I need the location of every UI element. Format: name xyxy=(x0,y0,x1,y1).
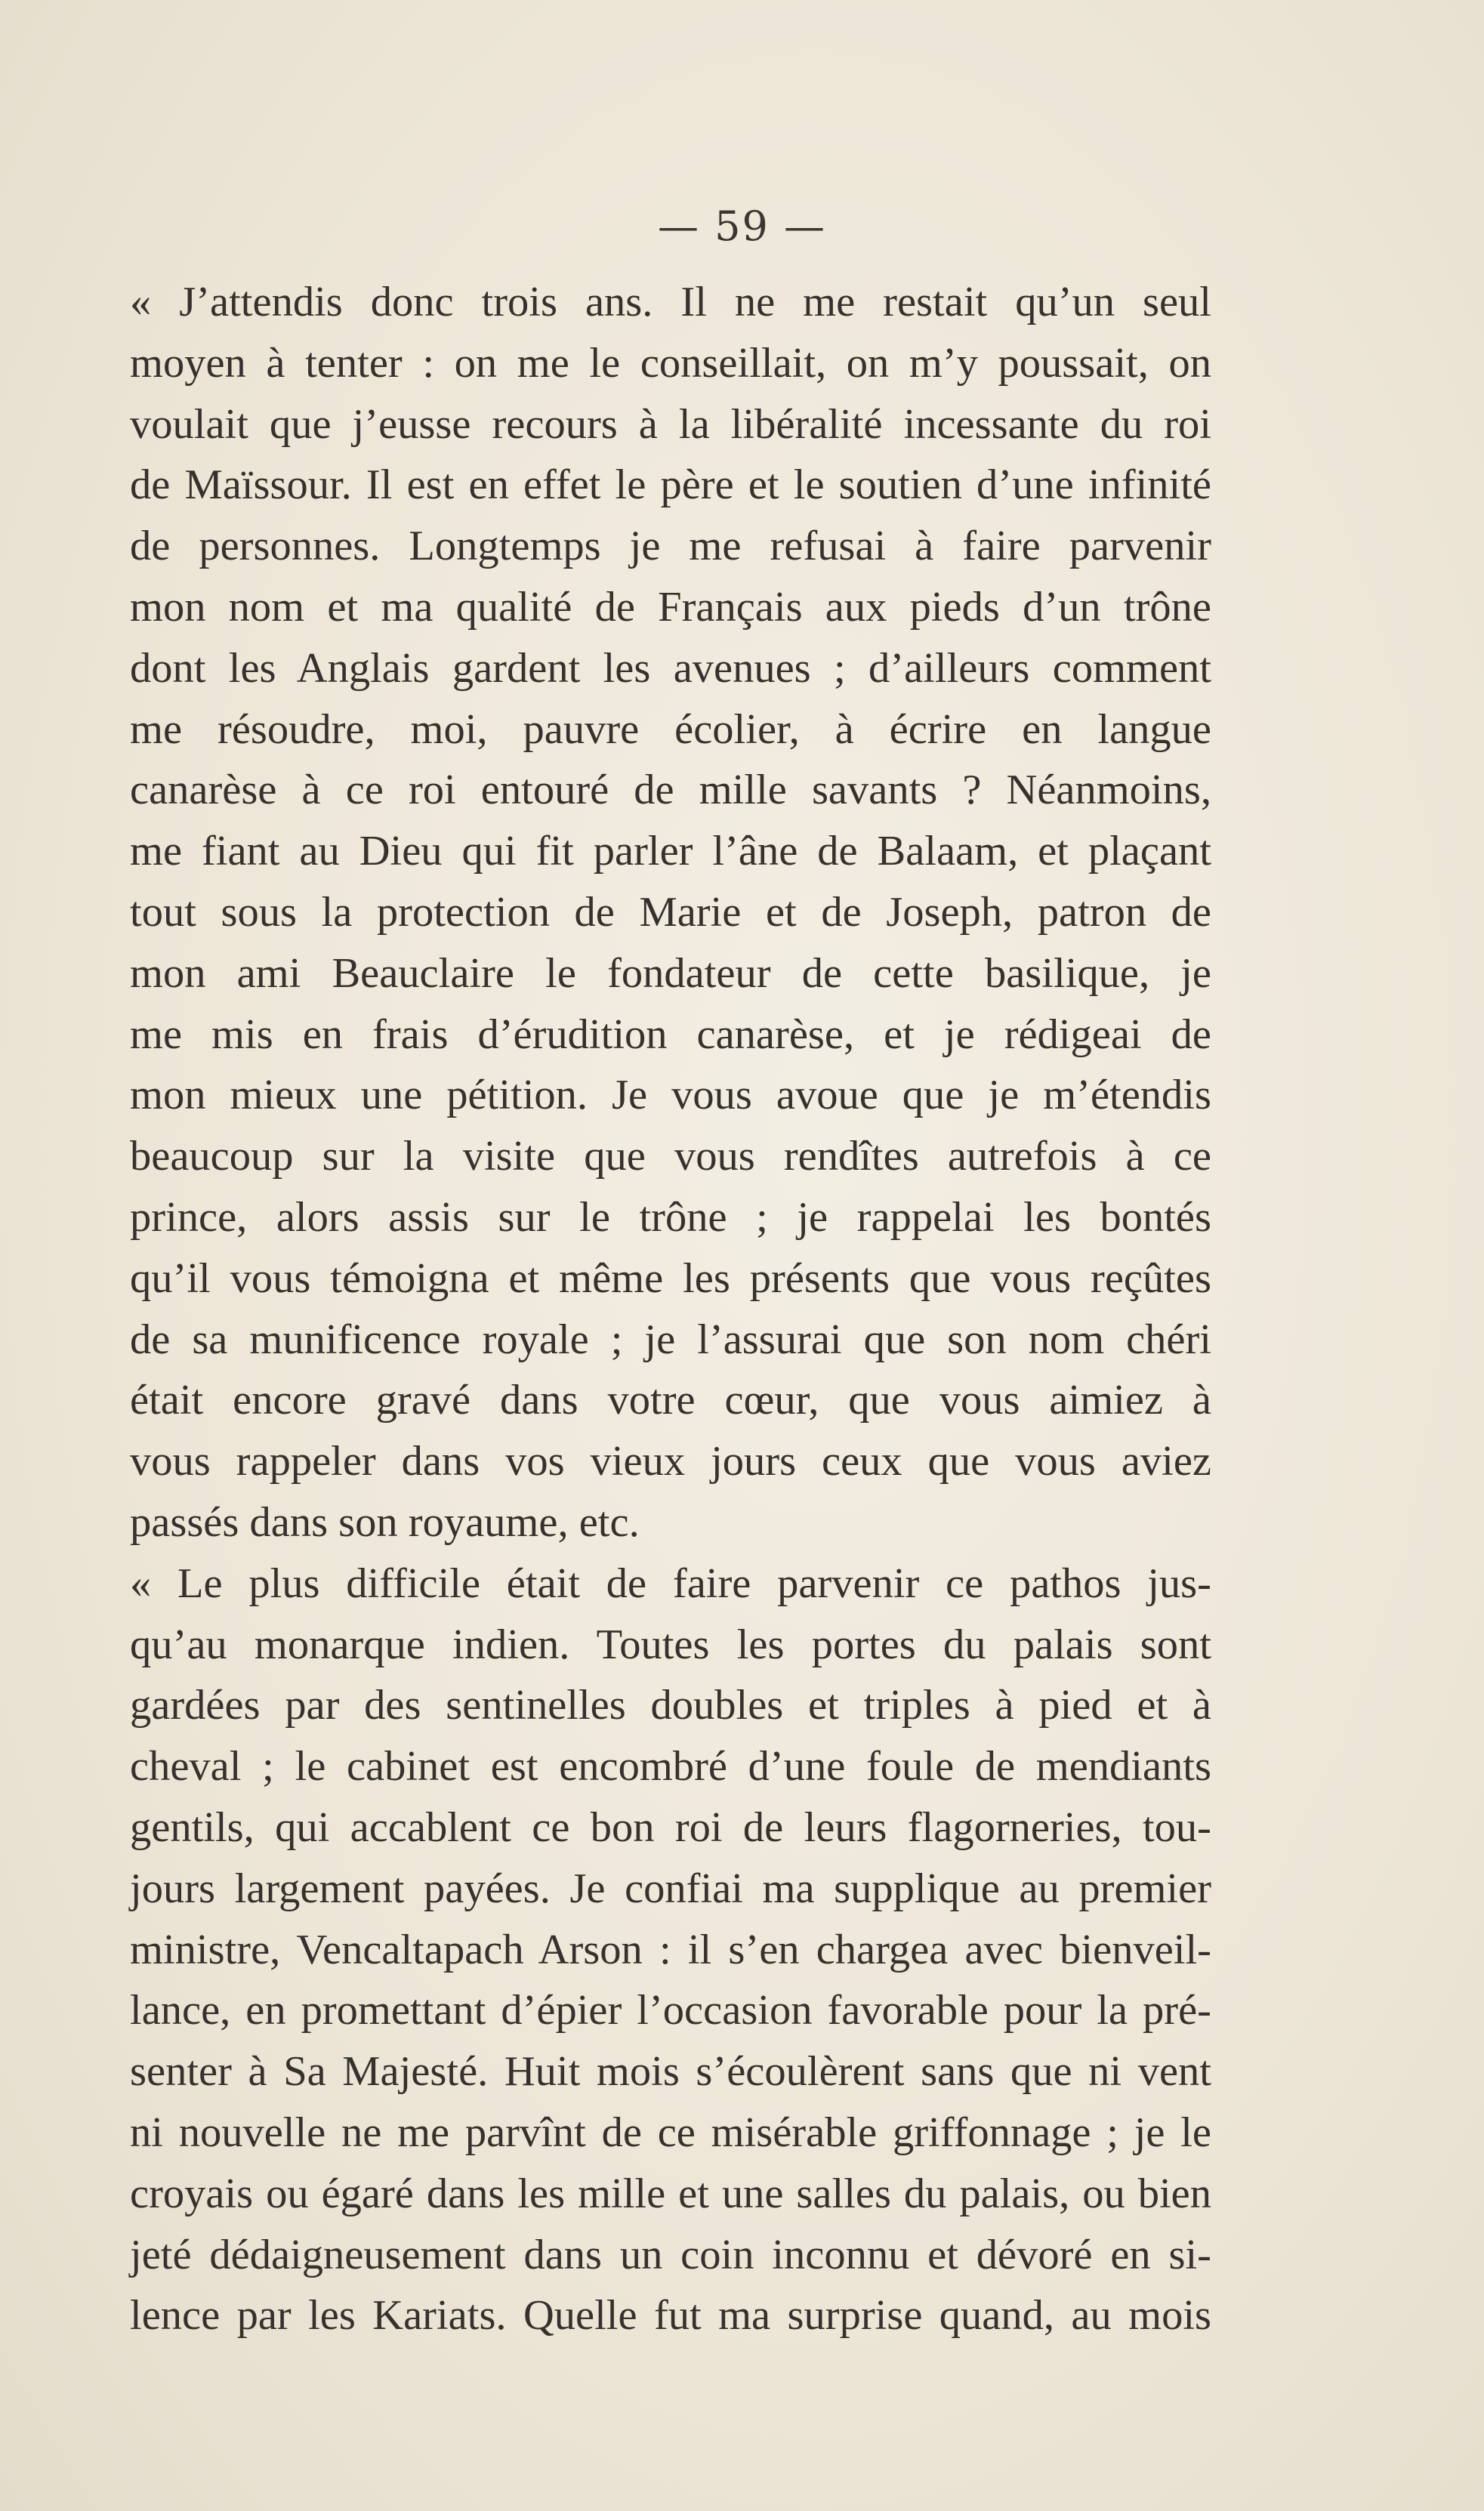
text-line: prince, alors assis sur le trône ; je rappelai les bontés xyxy=(130,1193,1211,1241)
text-line: mon ami Beauclaire le fondateur de cette basilique, je xyxy=(130,949,1211,997)
paragraph xyxy=(130,1553,1211,2346)
page-number: — 59 — xyxy=(657,202,827,250)
text-line: qu’il vous témoigna et même les présents que vous reçûtes xyxy=(130,1254,1211,1302)
text-line: me résoudre, moi, pauvre écolier, à écrire en langue xyxy=(130,705,1211,753)
text-line: ministre, Vencaltapach Arson : il s’en chargea avec bienveil- xyxy=(130,1926,1211,1973)
paragraph xyxy=(130,272,1211,1553)
text-line: jours largement payées. Je confiai ma supplique au premier xyxy=(130,1865,1211,1912)
text-line: lence par les Kariats. Quelle fut ma surprise quand, au mois xyxy=(130,2292,1211,2340)
text-line: beaucoup sur la visite que vous rendîtes autrefois à ce xyxy=(130,1133,1211,1180)
text-line: cheval ; le cabinet est encombré d’une foule de mendiants xyxy=(130,1743,1211,1791)
text-line: croyais ou égaré dans les mille et une salles du palais, ou bien xyxy=(130,2170,1211,2217)
text-line: voulait que j’eusse recours à la libéralité incessante du roi xyxy=(130,400,1211,448)
text-line: de sa munificence royale ; je l’assurai que son nom chéri xyxy=(130,1316,1211,1363)
text-line: dont les Anglais gardent les avenues ; d’ailleurs comment xyxy=(130,644,1211,692)
text-line: gardées par des sentinelles doubles et triples à pied et à xyxy=(130,1682,1211,1729)
text-line: moyen à tenter : on me le conseillait, on m’y poussait, on xyxy=(130,339,1211,387)
text-line: était encore gravé dans votre cœur, que vous aimiez à xyxy=(130,1377,1211,1424)
text-line: me fiant au Dieu qui fit parler l’âne de Balaam, et plaçant xyxy=(130,828,1211,875)
text-line: « Le plus difficile était de faire parvenir ce pathos jus- xyxy=(130,1559,1211,1607)
body-text xyxy=(130,272,1211,2346)
text-line: passés dans son royaume, etc. xyxy=(130,1498,640,1546)
text-line: canarèse à ce roi entouré de mille savants ? Néanmoins, xyxy=(130,767,1211,814)
text-line: de Maïssour. Il est en effet le père et le soutien d’une infinité xyxy=(130,461,1211,509)
text-line: mon mieux une pétition. Je vous avoue que je m’étendis xyxy=(130,1072,1211,1119)
text-line: ni nouvelle ne me parvînt de ce misérable griffonnage ; je le xyxy=(130,2108,1211,2156)
text-line: tout sous la protection de Marie et de Joseph, patron de xyxy=(130,888,1211,936)
text-line: gentils, qui accablent ce bon roi de leurs flagorneries, tou- xyxy=(130,1803,1211,1851)
text-line: senter à Sa Majesté. Huit mois s’écoulèrent sans que ni vent xyxy=(130,2048,1211,2096)
text-line: « J’attendis donc trois ans. Il ne me restait qu’un seul xyxy=(130,279,1211,325)
text-line: qu’au monarque indien. Toutes les portes du palais sont xyxy=(130,1621,1211,1668)
text-line: mon nom et ma qualité de Français aux pieds d’un trône xyxy=(130,583,1211,631)
text-line: lance, en promettant d’épier l’occasion favorable pour la pré- xyxy=(130,1987,1211,2034)
text-line: de personnes. Longtemps je me refusai à faire parvenir xyxy=(130,523,1211,570)
text-line: jeté dédaigneusement dans un coin inconnu et dévoré en si- xyxy=(130,2231,1211,2278)
text-line: vous rappeler dans vos vieux jours ceux que vous aviez xyxy=(130,1438,1211,1485)
text-line: me mis en frais d’érudition canarèse, et je rédigeai de xyxy=(130,1010,1211,1058)
